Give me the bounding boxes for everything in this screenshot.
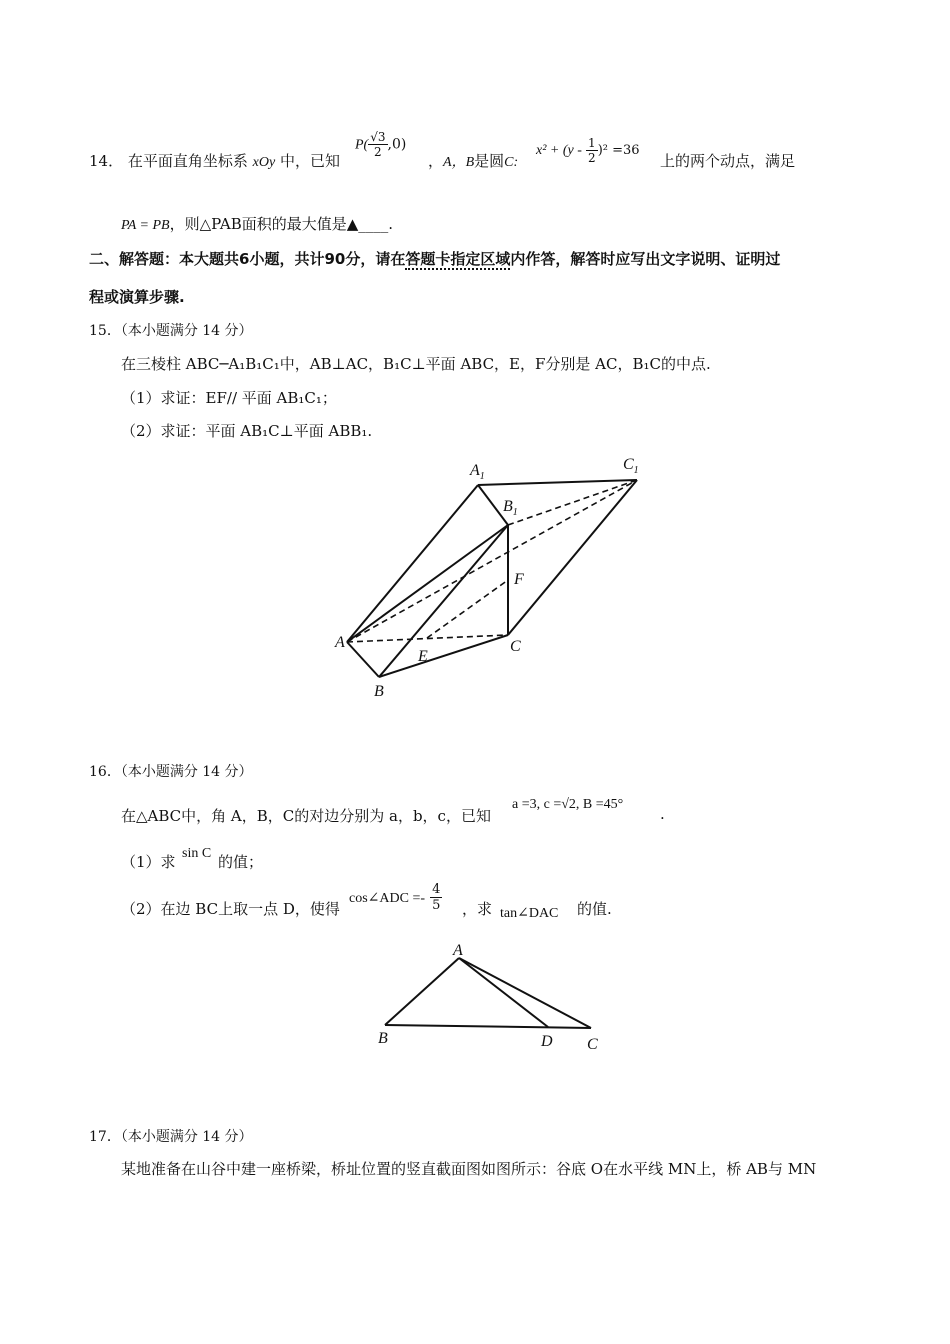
q16-header: 16．（本小题满分 14 分） [89,764,253,780]
q15-prism-figure [330,450,660,710]
edge-A-A1 [347,485,478,642]
label-B: B [378,1030,388,1047]
q16-part2-c: 的值. [577,900,612,918]
q14-xoy: xOy [252,155,276,170]
edge-B-B1 [379,525,508,677]
q14-text-a: 在平面直角坐标系 [127,152,248,170]
q14-frac-1-2: $\frac{1}{2}$ [588,136,596,165]
q16-given: a =3, c =√2, B =45° [512,797,624,812]
label-D: D [541,1033,553,1050]
label-C1: $C_1$ [623,456,639,476]
q16-stem-end: . [660,805,665,823]
q16-part1: （1）求 [121,853,176,871]
label-C: C [587,1036,598,1053]
q16-part2-expr: cos∠ADC =- $\frac{4}{5}$ [349,882,441,913]
q17-stem: 某地准备在山谷中建一座桥梁，桥址位置的竖直截面图如图所示：谷底 O在水平线 MN上，桥 AB与 MN [121,1160,817,1178]
edge-A-B1 [347,525,508,642]
edge-A-B [385,958,459,1025]
q14-text-c-wrap: ，A，B是圆C: [428,152,519,170]
edge-A-B [347,642,379,677]
edge-A-C [459,958,591,1028]
q16-part2-b: ，求 [462,900,493,918]
label-B: B [374,683,384,700]
q16-part1-b: 的值； [218,853,264,871]
q15-stem: 在三棱柱 ABC─A₁B₁C₁中，AB⊥AC，B₁C⊥平面 ABC，E，F分别是 AC，B₁C的中点. [121,355,711,373]
label-F: F [514,571,524,588]
edge-B-C [379,635,508,677]
q14-text-b: 中，已知 [280,152,341,170]
q14-text-e: 上的两个动点，满足 [660,152,796,170]
q16-part2-expr2: tan∠DAC [500,906,559,921]
label-E: E [418,648,428,665]
section2-line2: 程或演算步骤. [89,288,185,306]
q16-frac-4-5: $\frac{4}{5}$ [432,882,441,913]
edge-A-D [459,958,548,1027]
q14-line1 [89,150,340,171]
label-B1: $B_1$ [503,498,518,518]
q15-header: 15．（本小题满分 14 分） [89,323,253,339]
label-A: A [335,634,345,651]
edge-B-C [385,1025,591,1028]
q14-point-p: P( $\frac{√3}{2}$ ,0) [355,130,407,159]
q14-line2: PA = PB，则△PAB面积的最大值是▲____. [121,215,394,233]
q14-number: 14． [89,152,124,170]
edge-E-F-dashed [427,580,508,638]
answer-area-emphasis: 答题卡指定区域 [405,250,511,268]
q16-part1-expr: sin C [182,846,212,861]
q16-part2: （2）在边 BC上取一点 D，使得 [121,900,340,918]
label-C: C [510,638,521,655]
q17-header: 17．（本小题满分 14 分） [89,1129,253,1145]
q16-triangle-figure [370,935,620,1060]
q15-part2: （2）求证：平面 AB₁C⊥平面 ABB₁. [121,422,373,440]
q15-part1: （1）求证：EF// 平面 AB₁C₁； [121,389,337,407]
label-A1: $A_1$ [470,462,485,482]
edge-C-C1 [508,480,637,635]
q14-circle-eq: x² + (y - $\frac{1}{2}$ )² =36 [536,136,640,165]
label-A: A [453,942,463,959]
q16-stem: 在△ABC中，角 A，B，C的对边分别为 a，b，c，已知 [121,807,491,825]
section2-line1: 二、解答题：本大题共6小题，共计90分，请在答题卡指定区域内作答，解答时应写出文字说明、证明过 [89,250,781,268]
q14-frac-sqrt3-2: $\frac{√3}{2}$ [370,130,386,159]
edge-A1-C1 [478,480,637,485]
